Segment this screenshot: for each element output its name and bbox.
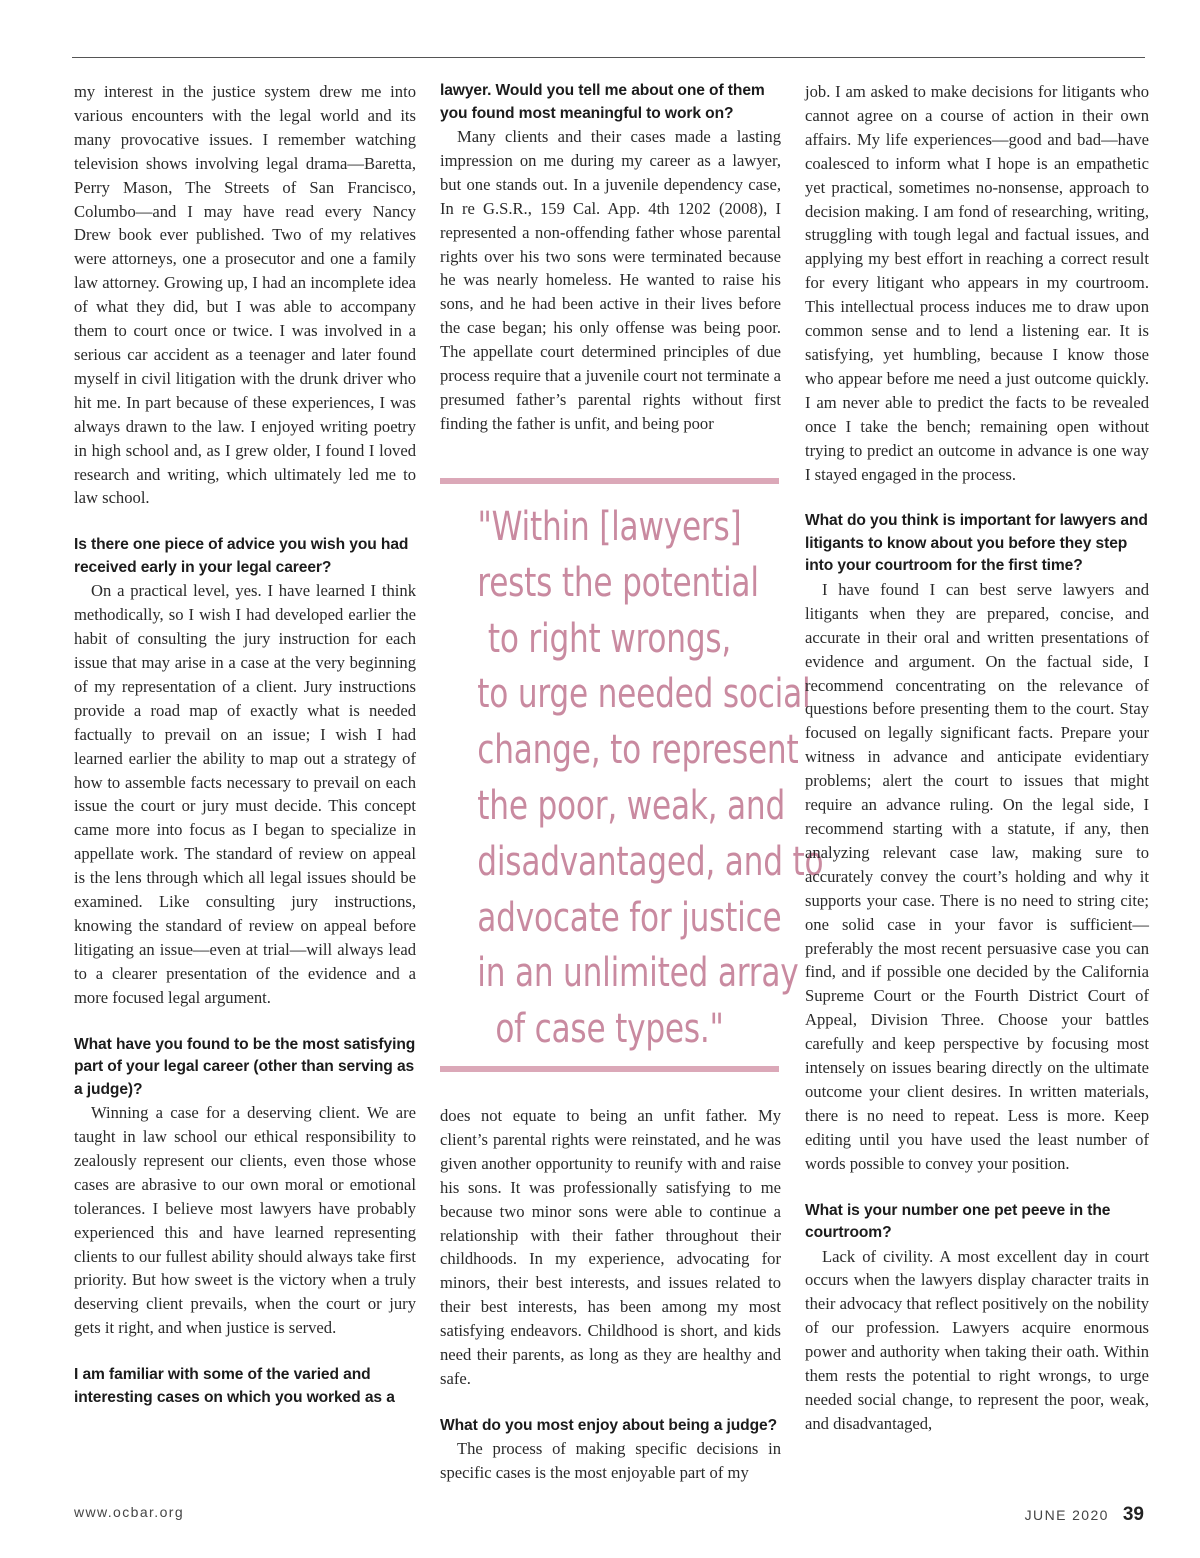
pull-quote-top-rule <box>440 478 779 484</box>
answer-satisfying-part: Winning a case for a deserving client. We are taught in law school our ethical responsibility to zealously represent our clients, even those whose cases are abrasive to our own moral or emotional tolerances. I believe most lawyers have probably experienced this and have learned representing clients to our fullest ability should always take first priority. But how sweet is the victory when a truly deserving client prevails, when the court or jury gets it right, and when justice is served. <box>74 1103 416 1338</box>
pull-quote-bottom-rule <box>440 1066 779 1072</box>
pull-quote-line: change, to represent <box>477 727 799 774</box>
question-enjoy-judge: What do you most enjoy about being a judge? <box>440 1416 778 1434</box>
answer-know-before-courtroom: I have found I can best serve lawyers and litigants when they are prepared, concise, and accurate in their oral and written presentations of evidence and argument. On the factual side, I recommend concentrating on the relevance of questions before presenting them to the court. Stay focused on legally significant facts. Prepare your witness in advance and anticipate evidentiary problems; alert the court to issues that might require an advance ruling. On the legal side, I recommend starting with a statute, if any, then analyzing relevant case law, making sure to accurately convey the court’s holding and why it supports your case. There is no need to string cite; one solid case in your favor is sufficient—preferably the most recent persuasive case you can find, and if possible one decided by the California Supreme Court or the Fourth District Court of Appeal, Division Three. Choose your battles carefully and keep perspective by focusing most intensely on issues bearing directly on the ultimate outcome your client desires. In written materials, there is no need to repeat. Less is more. Keep editing until you have used the least number of words possible to convey your position. <box>805 579 1149 1173</box>
answer-cases-continued: does not equate to being an unfit father. My client’s parental rights were reinstated, and he was given another opportunity to reunify with and raise his sons. It was professionally satisfying to me because two minor sons were able to continue a relationship with their father throughout their childhoods. In my experience, advocating for minors, their best interests, and issues related to their best interests, has been among my most satisfying endeavors. Childhood is short, and kids need their parents, as long as they are healthy and safe. <box>440 1106 781 1388</box>
column-2-upper <box>440 80 781 436</box>
answer-pet-peeve: Lack of civility. A most excellent day in court occurs when the lawyers display character traits in their advocacy that reflect positively on the nobility of our profession. Lawyers acquire enormous power and authority when taking their oath. Within them rests the potential to right wrongs, to urge needed social change, to represent the poor, weak, and disadvantaged, <box>805 1246 1149 1433</box>
column-2-lower <box>440 1104 781 1485</box>
pull-quote-line: the poor, weak, and <box>477 782 786 829</box>
question-know-before-courtroom: What do you think is important for lawyers and litigants to know about you before they step into your courtroom for the first time? <box>805 512 1148 575</box>
question-cases-continued: lawyer. Would you tell me about one of them you found most meaningful to work on? <box>440 82 765 122</box>
question-pet-peeve: What is your number one pet peeve in the courtroom? <box>805 1201 1111 1242</box>
pull-quote-line: rests the potential <box>477 559 759 606</box>
pull-quote-line: to right wrongs, <box>487 615 732 662</box>
top-rule <box>72 57 1145 58</box>
question-cases: I am familiar with some of the varied and interesting cases on which you worked as a <box>74 1366 395 1406</box>
pull-quote-line: "Within [lawyers] <box>477 504 742 550</box>
pull-quote-line: to urge needed social <box>477 671 811 718</box>
pull-quote-line: of case types." <box>495 1006 724 1053</box>
answer-advice: On a practical level, yes. I have learned I think methodically, so I wish I had developed earlier the habit of consulting the jury instruction for each issue that may arise in a case at the very beginning of my representation of a client. Jury instructions provide a road map of exactly what is needed factually to prevail on an issue; I wish I had learned earlier the ability to map out a strategy of how to assemble facts necessary to prevail on each issue the court or jury must decide. This concept came more into focus as I began to specialize in appellate work. The standard of review on appeal is the lens through which all legal issues should be examined. Like consulting jury instructions, knowing the standard of review on appeal before litigating an issue—even at trial—will always lead to a clearer presentation of the evidence and a more focused legal argument. <box>74 581 416 1007</box>
footer-website: www.ocbar.org <box>74 1504 185 1520</box>
pull-quote-line: disadvantaged, and to <box>477 838 824 885</box>
footer-issue-date: JUNE 2020 <box>1024 1507 1109 1523</box>
answer-enjoy-judge-continued: job. I am asked to make decisions for litigants who cannot agree on a course of action in their own affairs. My life experiences—good and bad—have coalesced to inform what I hope is an empathetic yet practical, sometimes no-nonsense, approach to decision making. I am fond of researching, writing, struggling with tough legal and factual issues, and applying my best effort in reaching a correct result for every litigant who appears in my courtroom. This intellectual process induces me to draw upon common sense and to lend a listening ear. It is satisfying, yet humbling, because I know those who appear before me need a just outcome quickly. I am never able to predict the facts to be revealed once I take the bench; remaining open without trying to predict an outcome in advance is one way I stayed engaged in the process. <box>805 82 1149 484</box>
paragraph-intro: my interest in the justice system drew me into various encounters with the legal world and its many provocative issues. I remember watching television shows involving legal drama—Baretta, Perry Mason, The Streets of San Francisco, Columbo—and I may have read every Nancy Drew book ever published. Two of my relatives were attorneys, one a prosecutor and one a family law attorney. Growing up, I had an incomplete idea of what they did, but I was able to accompany them to court once or twice. I was involved in a serious car accident as a teenager and later found myself in civil litigation with the drunk driver who hit me. In part because of these experiences, I was always drawn to the law. I enjoyed writing poetry in high school and, as I grew older, I found I loved research and writing, which ultimately led me to law school. <box>74 82 416 508</box>
answer-enjoy-judge: The process of making specific decisions in specific cases is the most enjoyable part of my <box>440 1439 781 1483</box>
footer-issue <box>1025 1504 1144 1526</box>
pull-quote-line: advocate for justice <box>477 894 782 941</box>
question-satisfying-part: What have you found to be the most satisfying part of your legal career (other than serving as a judge)? <box>74 1035 416 1098</box>
column-1 <box>74 80 416 1409</box>
question-advice: Is there one piece of advice you wish you had received early in your legal career? <box>74 536 409 576</box>
pull-quote-line: in an unlimited array <box>477 950 799 997</box>
pull-quote <box>477 500 824 1058</box>
column-3 <box>805 80 1149 1436</box>
page-number: 39 <box>1122 1504 1144 1525</box>
answer-cases: Many clients and their cases made a lasting impression on me during my career as a lawyer, but one stands out. In a juvenile dependency case, In re G.S.R., 159 Cal. App. 4th 1202 (2008), I represented a non-offending father whose parental rights over his two sons were terminated because he was nearly homeless. He wanted to raise his sons, and he had been active in their lives before the case began; his only offense was being poor. The appellate court determined principles of due process require that a juvenile court not terminate a presumed father’s parental rights without first finding the father is unfit, and being poor <box>440 127 781 433</box>
